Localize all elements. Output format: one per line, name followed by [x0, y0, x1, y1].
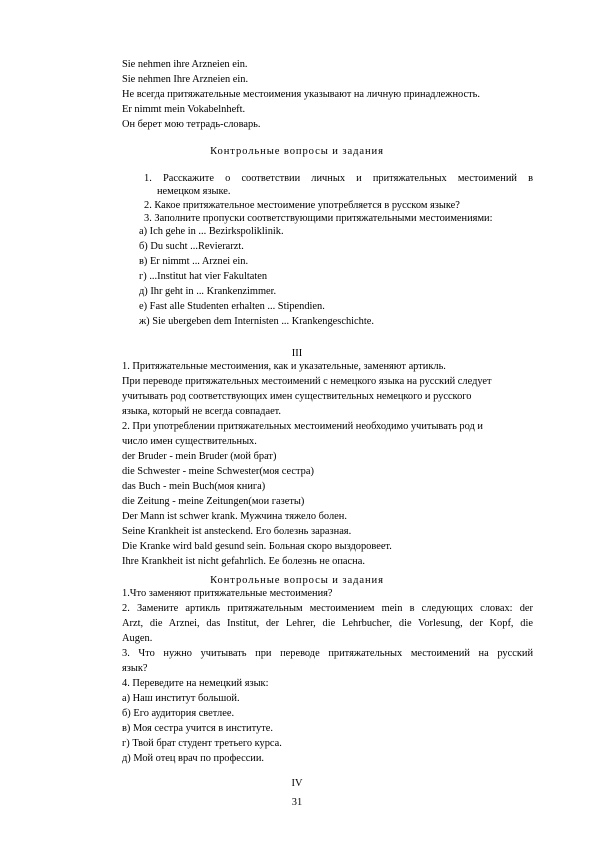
question-1: 1. Расскажите о соответствии личных и притяжательных местоимений в — [144, 173, 533, 184]
example-line: Seine Krankheit ist ansteckend. Его болезнь заразная. — [122, 526, 352, 537]
exercise-item: а) Ich gehe in ... Bezirkspoliklinik. — [139, 226, 284, 237]
example-line: die Zeitung - meine Zeitungen(мои газеты) — [122, 496, 305, 507]
exercise-item: б) Его аудитория светлее. — [122, 708, 235, 719]
exercise-item: д) Ihr geht in ... Krankenzimmer. — [139, 286, 277, 297]
exercise-item: ж) Sie ubergeben dem Internisten ... Krankengeschichte. — [139, 316, 374, 327]
question-line: 3. Что нужно учитывать при переводе притяжательных местоимений на русский — [122, 648, 533, 659]
question-3: 3. Заполните пропуски соответствующими притяжательными местоимениями: — [144, 213, 493, 224]
question-1-continuation: немецком языке. — [157, 186, 231, 197]
section-heading: Контрольные вопросы и задания — [210, 146, 384, 157]
question-line: Augen. — [122, 633, 153, 644]
exercise-item: в) Er nimmt ... Arznei ein. — [139, 256, 249, 267]
example-line: das Buch - mein Buch(моя книга) — [122, 481, 266, 492]
example-line: Ihre Krankheit ist nicht gefahrlich. Ее болезнь не опасна. — [122, 556, 365, 567]
question-line: язык? — [122, 663, 148, 674]
intro-line: Он берет мою тетрадь-словарь. — [122, 119, 261, 130]
exercise-item: а) Наш институт большой. — [122, 693, 240, 704]
exercise-item: б) Du sucht ...Revierarzt. — [139, 241, 244, 252]
question-line: 1.Что заменяют притяжательные местоимения? — [122, 588, 333, 599]
intro-line: Не всегда притяжательные местоимения указывают на личную принадлежность. — [122, 89, 480, 100]
example-line: Der Mann ist schwer krank. Мужчина тяжело болен. — [122, 511, 347, 522]
intro-line: Er nimmt mein Vokabelnheft. — [122, 104, 246, 115]
example-line: die Schwester - meine Schwester(моя сестра) — [122, 466, 314, 477]
exercise-item: г) Твой брат студент третьего курса. — [122, 738, 282, 749]
question-2: 2. Какое притяжательное местоимение употребляется в русском языке? — [144, 200, 460, 211]
text-line: число имен существительных. — [122, 436, 257, 447]
text-line: 1. Притяжательные местоимения, как и указательные, заменяют артикль. — [122, 361, 446, 372]
intro-line: Sie nehmen Ihre Arzneien ein. — [122, 74, 249, 85]
section-number: IV — [291, 778, 303, 789]
section-number: III — [291, 348, 303, 359]
text-line: 2. При употреблении притяжательных местоимений необходимо учитывать род и — [122, 421, 483, 432]
example-line: der Bruder - mein Bruder (мой брат) — [122, 451, 277, 462]
question-line: 2. Замените артикль притяжательным местоимением mein в следующих словах: der — [122, 603, 533, 614]
exercise-item: д) Мой отец врач по профессии. — [122, 753, 265, 764]
text-line: языка, который не всегда совпадает. — [122, 406, 282, 417]
page-number: 31 — [291, 797, 303, 808]
exercise-item: г) ...Institut hat vier Fakultaten — [139, 271, 268, 282]
section-heading: Контрольные вопросы и задания — [210, 575, 384, 586]
exercise-item: в) Моя сестра учится в институте. — [122, 723, 273, 734]
intro-line: Sie nehmen ihre Arzneien ein. — [122, 59, 248, 70]
text-line: При переводе притяжательных местоимений с немецкого языка на русский следует — [122, 376, 492, 387]
question-line: Arzt, die Arznei, das Institut, der Lehrer, die Lehrbucher, die Vorlesung, der Kopf, die — [122, 618, 533, 629]
question-line: 4. Переведите на немецкий язык: — [122, 678, 269, 689]
example-line: Die Kranke wird bald gesund sein. Больная скоро выздоровеет. — [122, 541, 392, 552]
text-line: учитывать род соответствующих имен существительных немецкого и русского — [122, 391, 472, 402]
exercise-item: е) Fast alle Studenten erhalten ... Stipendien. — [139, 301, 325, 312]
